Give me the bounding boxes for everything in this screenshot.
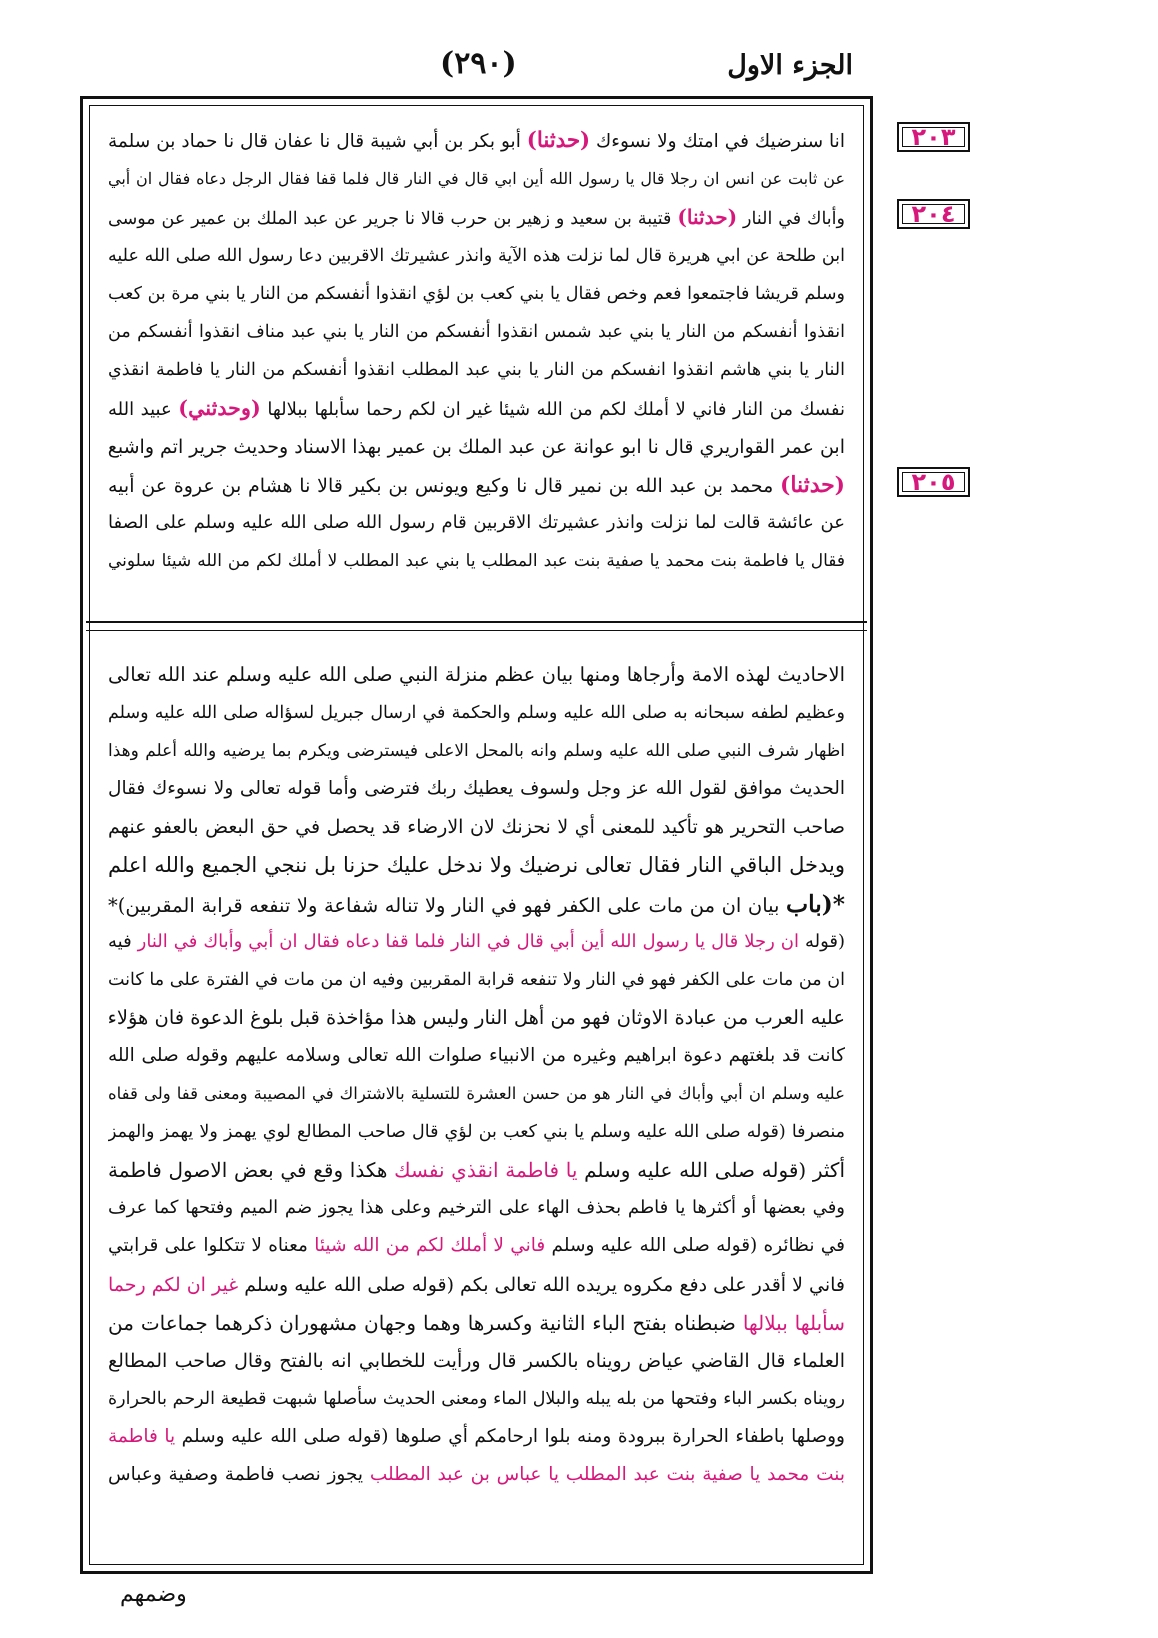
commentary-line <box>108 961 845 999</box>
hadith-line <box>108 313 845 351</box>
hadith-line <box>108 428 845 466</box>
hadith-number-label: ٢٠٣ <box>911 123 956 151</box>
commentary-line <box>108 1456 845 1494</box>
text-segment: وسلم قريشا فاجتمعوا فعم وخص فقال يا بني كعب بن لؤي انقذوا أنفسكم من النار يا بني مرة بن كعب <box>108 283 845 304</box>
commentary-line <box>108 1037 845 1075</box>
text-segment: ان من مات على الكفر فهو في النار ولا تنفعه قرابة المقربين وفيه ان من مات في الفترة على ما كانت <box>108 969 845 990</box>
hadith-line <box>108 122 845 160</box>
hadith-line <box>108 466 845 504</box>
hadith-line <box>108 504 845 542</box>
text-segment: فقال يا فاطمة بنت محمد يا صفية بنت عبد المطلب يا بني عبد المطلب لا أملك لكم من الله شيئا سلوني <box>108 551 845 572</box>
chapter-heading <box>108 885 845 923</box>
text-segment: الاحاديث لهذه الامة وأرجاها ومنها بيان عظم منزلة النبي صلى الله عليه وسلم عند الله تعالى <box>108 663 845 686</box>
text-segment: كانت قد بلغتهم دعوة ابراهيم وغيره من الانبياء صلوات الله تعالى وسلامه عليهم وقوله صلى الله <box>108 1044 845 1066</box>
quoted-matn: يا فاطمة <box>108 1425 176 1447</box>
hadith-line <box>108 389 845 427</box>
hadith-line <box>108 160 845 198</box>
text-segment: عليه وسلم ان أبي وأباك في النار هو من حسن العشرة للتسلية بالاشتراك في المصيبة ومعنى قفا ولى قفاه <box>108 1084 845 1104</box>
text-segment: انا سنرضيك في امتك ولا نسوءك <box>596 131 845 152</box>
text-segment: النار يا بني هاشم انقذوا انفسكم من النار يا بني عبد المطلب انقذوا أنفسكم من النار يا فاطمة انقذي <box>108 360 845 381</box>
text-segment: بيان ان من مات على الكفر فهو في النار ولا تناله شفاعة ولا تنفعه قرابة المقربين)* <box>108 893 780 917</box>
text-segment: ضبطناه بفتح الباء الثانية وكسرها وهما وجهان مشهوران ذكرهما جماعات من <box>108 1310 736 1335</box>
text-segment: ابن طلحة عن ابي هريرة قال لما نزلت هذه الآية وانذر عشيرتك الاقربين دعا رسول الله صلى الله عليه <box>108 245 845 266</box>
text-segment: معناه لا تتكلوا على قرابتي <box>108 1235 308 1257</box>
hadith-number-204 <box>897 199 970 229</box>
commentary-line <box>108 923 845 961</box>
text-segment: هكذا وقع في بعض الاصول فاطمة <box>108 1158 388 1183</box>
text-segment: عن ثابت عن انس ان رجلا قال يا رسول الله أين ابي قال في النار قال فلما قفا فقال الرجل دعاه فقال ان أبي <box>108 169 845 189</box>
text-segment: أكثر (قوله صلى الله عليه وسلم <box>584 1158 845 1183</box>
hadith-line <box>108 237 845 275</box>
hadith-line <box>108 198 845 236</box>
commentary-line <box>108 1151 845 1189</box>
commentary-line <box>108 732 845 770</box>
text-segment: في نظائره (قوله صلى الله عليه وسلم <box>551 1235 845 1257</box>
commentary-text <box>108 656 845 1494</box>
text-segment: الحديث موافق لقول الله عز وجل ولسوف يعطيك ربك فترضى وأما قوله تعالى ولا نسوءك فقال <box>108 778 845 800</box>
text-segment: نفسك من النار فاني لا أملك لكم من الله شيئا غير ان لكم رحما سأبلها ببلالها <box>267 399 845 421</box>
text-segment: قتيبة بن سعيد و زهير بن حرب قالا نا جرير عن عبد الملك بن عمير عن موسى <box>108 209 672 230</box>
haddathana-marker: (حدثنا) <box>677 205 738 230</box>
quoted-matn: بنت محمد يا صفية بنت عبد المطلب يا عباس بن عبد المطلب <box>369 1463 845 1485</box>
text-segment: العلماء قال القاضي عياض رويناه بالكسر قال ورأيت للخطابي انه بالفتح وقال صاحب المطالع <box>108 1349 845 1372</box>
hadith-line <box>108 275 845 313</box>
quoted-matn: سأبلها ببلالها <box>742 1310 845 1335</box>
page-header <box>0 40 1158 90</box>
text-segment: ووصلها باطفاء الحرارة ببرودة ومنه بلوا ارحامكم أي صلوها (قوله صلى الله عليه وسلم <box>181 1425 845 1447</box>
text-segment: (قوله <box>804 930 845 952</box>
commentary-line <box>108 1342 845 1380</box>
text-segment: انقذوا أنفسكم من النار يا بني عبد شمس انقذوا أنفسكم من النار يا بني عبد مناف انقذوا أنفسكم من <box>108 321 845 342</box>
commentary-line <box>108 656 845 694</box>
chapter-marker: *(باب <box>786 889 845 918</box>
page-number: (٢٩٠) <box>440 46 517 81</box>
section-divider-inner <box>86 630 867 631</box>
hadith-number-label: ٢٠٥ <box>911 468 956 496</box>
hadith-number-label: ٢٠٤ <box>911 200 956 228</box>
hadith-number-205 <box>897 467 970 497</box>
text-segment: يجوز نصب فاطمة وصفية وعباس <box>108 1463 364 1485</box>
volume-label: الجزء الاول <box>727 50 853 81</box>
commentary-line <box>108 1075 845 1113</box>
catchword: وضمهم <box>120 1582 187 1607</box>
commentary-line <box>108 1304 845 1342</box>
text-segment: فيه <box>108 930 132 952</box>
haddathani-marker: (وحدثني) <box>178 396 261 421</box>
commentary-line <box>108 1418 845 1456</box>
haddathana-marker: (حدثنا) <box>780 471 845 498</box>
text-segment: رويناه بكسر الباء وفتحها من بله يبله والبلال الماء ومعنى الحديث سأصلها شبهت قطيعة الرحم بالحرارة <box>108 1388 845 1409</box>
text-segment: فاني لا أقدر على دفع مكروه يريده الله تعالى بكم (قوله صلى الله عليه وسلم <box>244 1273 845 1296</box>
hadith-text <box>108 122 845 580</box>
commentary-line <box>108 1266 845 1304</box>
text-segment: ابن عمر القواريري قال نا ابو عوانة عن عبد الملك بن عمير بهذا الاسناد وحديث جرير اتم واشبع <box>108 435 845 458</box>
hadith-number-203 <box>897 122 970 152</box>
text-segment: وعظيم لطفه سبحانه به صلى الله عليه وسلم والحكمة في ارسال جبريل لسؤاله صلى الله عليه وسلم <box>108 703 845 724</box>
quoted-matn: ان رجلا قال يا رسول الله أين أبي قال في النار فلما قفا دعاه فقال ان أبي وأباك في النار <box>137 930 799 952</box>
text-segment: ويدخل الباقي النار فقال تعالى نرضيك ولا ندخل عليك حزنا بل ننجي الجميع والله اعلم <box>108 853 845 878</box>
text-segment: وأباك في النار <box>743 209 845 230</box>
text-segment: اظهار شرف النبي صلى الله عليه وسلم وانه بالمحل الاعلى فيسترضى ويكرم بما يرضيه والله أعلم وهذا <box>108 741 845 762</box>
text-segment: محمد بن عبد الله بن نمير قال نا وكيع ويونس بن بكير قالا نا هشام بن عروة عن أبيه <box>108 474 774 497</box>
commentary-line <box>108 1189 845 1227</box>
quoted-matn: فاني لا أملك لكم من الله شيئا <box>314 1235 546 1257</box>
text-segment: صاحب التحرير هو تأكيد للمعنى أي لا نحزنك لان الارضاء قد يحصل في حق البعض بالعفو عنهم <box>108 816 845 839</box>
text-segment: أبو بكر بن أبي شيبة قال نا عفان قال نا حماد بن سلمة <box>108 131 521 152</box>
text-segment: منصرفا (قوله صلى الله عليه وسلم يا بني كعب بن لؤي قال صاحب المطالع لوي يهمز ولا يهمز والهمز <box>108 1122 845 1143</box>
haddathana-marker: (حدثنا) <box>526 128 591 153</box>
commentary-line <box>108 846 845 884</box>
text-segment: عن عائشة قالت لما نزلت وانذر عشيرتك الاقربين قام رسول الله صلى الله عليه وسلم على الصفا <box>108 511 845 533</box>
commentary-line <box>108 808 845 846</box>
section-divider <box>86 621 867 623</box>
commentary-line <box>108 1227 845 1265</box>
commentary-line <box>108 770 845 808</box>
hadith-line <box>108 351 845 389</box>
quoted-matn: يا فاطمة انقذي نفسك <box>394 1158 578 1183</box>
quoted-matn: غير ان لكم رحما <box>108 1273 239 1296</box>
commentary-line <box>108 694 845 732</box>
text-segment: عليه العرب من عبادة الاوثان فهو من أهل النار وليس هذا مؤاخذة قبل بلوغ الدعوة فان هؤلاء <box>108 1005 845 1029</box>
commentary-line <box>108 1113 845 1151</box>
text-segment: وفي بعضها أو أكثرها يا فاطم بحذف الهاء على الترخيم وعلى هذا يجوز ضم الميم وفتحها كما عرف <box>108 1197 845 1219</box>
commentary-line <box>108 1380 845 1418</box>
commentary-line <box>108 999 845 1037</box>
text-segment: عبيد الله <box>108 399 172 421</box>
hadith-line <box>108 542 845 580</box>
